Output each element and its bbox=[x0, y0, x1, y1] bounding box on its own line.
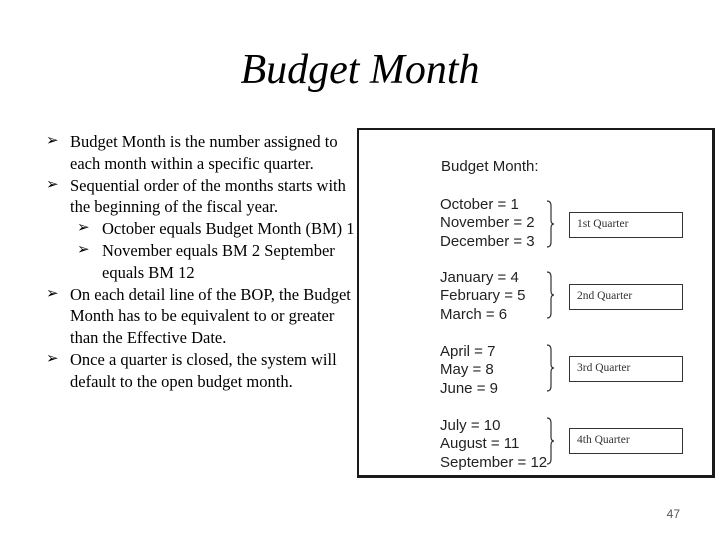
bullet-text: On each detail line of the BOP, the Budget Month has to be equivalent to or greater than the Effective Date. bbox=[70, 284, 351, 348]
page-number: 47 bbox=[666, 507, 680, 521]
quarter-box: 3rd Quarter bbox=[569, 356, 683, 382]
brace-icon bbox=[545, 344, 555, 392]
month-line: August = 11 bbox=[440, 435, 520, 453]
month-line: September = 12 bbox=[440, 453, 548, 471]
month-line: February = 5 bbox=[440, 287, 526, 305]
bullet-text: November equals BM 2 September equals BM 12 bbox=[102, 240, 335, 282]
budget-month-figure bbox=[357, 128, 715, 478]
slide-title: Budget Month bbox=[240, 47, 480, 93]
figure-title: Budget Month: bbox=[441, 158, 539, 175]
arrow-bullet-icon: ➢ bbox=[46, 176, 59, 193]
brace-icon bbox=[545, 200, 555, 248]
bullet-list bbox=[46, 131, 356, 393]
month-line: November = 2 bbox=[440, 214, 535, 232]
month-line: January = 4 bbox=[440, 269, 519, 286]
arrow-bullet-icon: ➢ bbox=[46, 133, 59, 149]
bullet-item bbox=[46, 284, 356, 349]
sub-bullet-item bbox=[46, 218, 356, 240]
month-line: March = 6 bbox=[440, 305, 508, 323]
month-line: December = 3 bbox=[440, 232, 535, 250]
bullet-item bbox=[46, 131, 356, 175]
quarter-box: 1st Quarter bbox=[569, 212, 683, 238]
sub-bullet-item bbox=[46, 240, 356, 284]
month-group bbox=[440, 417, 547, 472]
quarter-box: 4th Quarter bbox=[569, 428, 683, 454]
arrow-bullet-icon: ➢ bbox=[77, 220, 90, 237]
bullet-text: Sequential order of the months starts with the beginning of the fiscal year. bbox=[70, 175, 346, 217]
month-line: April = 7 bbox=[440, 343, 496, 360]
quarter-box: 2nd Quarter bbox=[569, 284, 683, 310]
month-group bbox=[440, 196, 535, 251]
arrow-bullet-icon: ➢ bbox=[46, 285, 59, 302]
bullet-text: Once a quarter is closed, the system will default to the open budget month. bbox=[70, 349, 337, 391]
arrow-bullet-icon: ➢ bbox=[46, 350, 59, 367]
month-line: July = 10 bbox=[440, 417, 501, 434]
brace-icon bbox=[545, 271, 555, 319]
month-line: October = 1 bbox=[440, 196, 519, 213]
brace-icon bbox=[545, 417, 555, 465]
bullet-item bbox=[46, 349, 356, 393]
month-line: May = 8 bbox=[440, 361, 494, 379]
bullet-item bbox=[46, 175, 356, 219]
bullet-text: October equals Budget Month (BM) 1 bbox=[102, 219, 355, 239]
arrow-bullet-icon: ➢ bbox=[77, 241, 90, 258]
bullet-text: Budget Month is the number assigned to each month within a specific quarter. bbox=[70, 132, 338, 173]
month-group bbox=[440, 343, 498, 398]
month-line: June = 9 bbox=[440, 379, 498, 397]
month-group bbox=[440, 269, 525, 324]
